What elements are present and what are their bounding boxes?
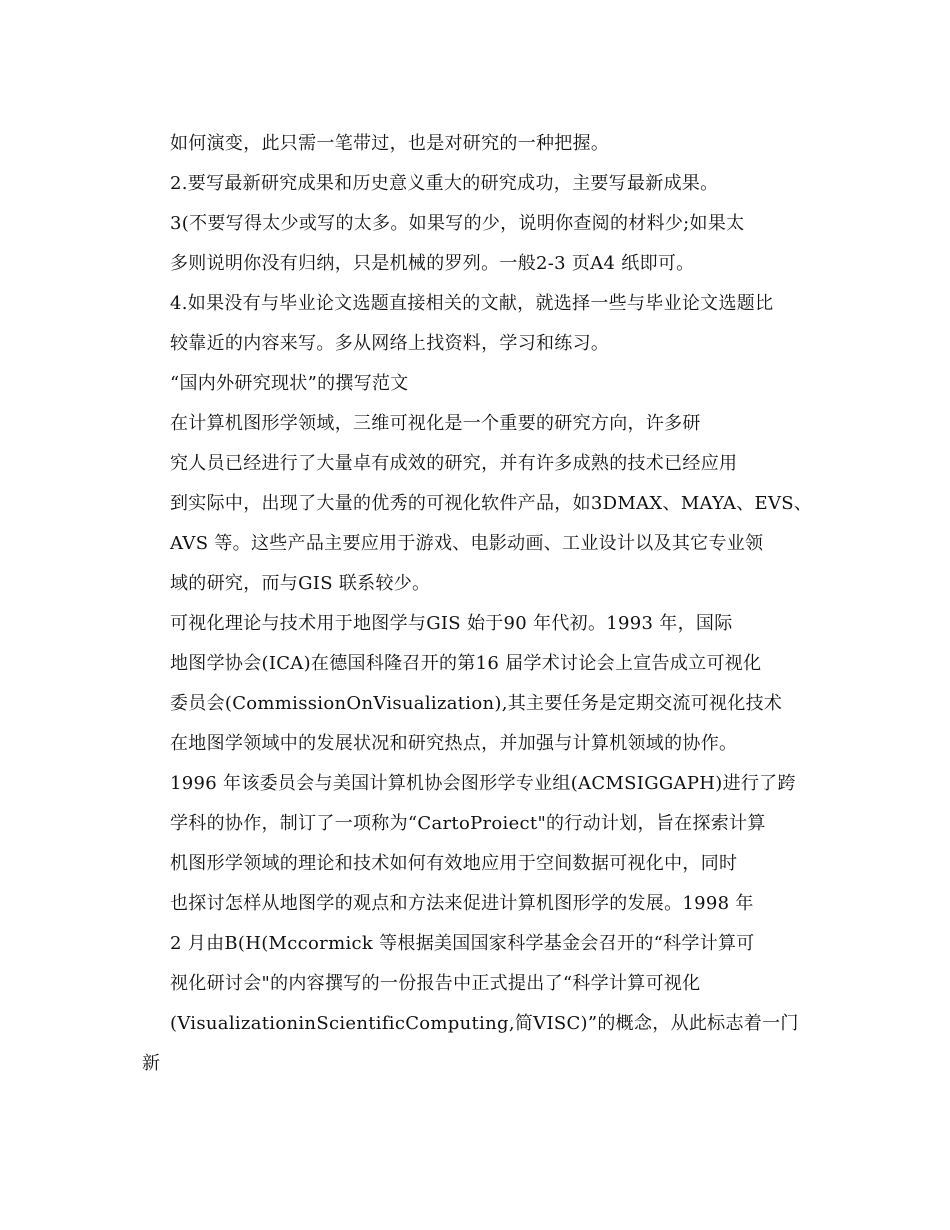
text-line: 如何演变，此只需一笔带过，也是对研究的一种把握。 <box>170 133 610 154</box>
text-line: (VisualizationinScientificComputing,简VISC)”的概念，从此标志着一门 <box>170 1013 799 1034</box>
text-line: 可视化理论与技术用于地图学与GIS 始于90 年代初。1993 年，国际 <box>170 613 733 634</box>
text-line: 究人员已经进行了大量卓有成效的研究，并有许多成熟的技术已经应用 <box>170 453 738 474</box>
text-line: 视化研讨会"的内容撰写的一份报告中正式提出了“科学计算可视化 <box>170 973 701 994</box>
text-line: 也探讨怎样从地图学的观点和方法来促进计算机图形学的发展。1998 年 <box>170 893 754 914</box>
text-line: 多则说明你没有归纳，只是机械的罗列。一般2-3 页A4 纸即可。 <box>170 253 695 274</box>
text-line: 在地图学领域中的发展状况和研究热点，并加强与计算机领域的协作。 <box>170 733 738 754</box>
section-heading: “国内外研究现状”的撰写范文 <box>170 373 409 394</box>
text-line: 3(不要写得太少或写的太多。如果写的少，说明你查阅的材料少;如果太 <box>170 213 745 234</box>
text-line: AVS 等。这些产品主要应用于游戏、电影动画、工业设计以及其它专业领 <box>170 533 764 554</box>
text-line: 在计算机图形学领域，三维可视化是一个重要的研究方向，许多研 <box>170 413 701 434</box>
text-line: 委员会(CommissionOnVisualization),其主要任务是定期交流可视化技术 <box>170 693 783 714</box>
text-line: 4.如果没有与毕业论文选题直接相关的文献，就选择一些与毕业论文选题比 <box>170 293 774 314</box>
text-line: 1996 年该委员会与美国计算机协会图形学专业组(ACMSIGGAPH)进行了跨 <box>170 773 796 794</box>
text-line: 新 <box>142 1053 161 1074</box>
text-line: 机图形学领域的理论和技术如何有效地应用于空间数据可视化中，同时 <box>170 853 738 874</box>
text-line: 2 月由B(H(Mccormick 等根据美国国家科学基金会召开的“科学计算可 <box>170 933 755 954</box>
text-line: 地图学协会(ICA)在德国科隆召开的第16 届学术讨论会上宣告成立可视化 <box>170 653 762 674</box>
text-line: 2.要写最新研究成果和历史意义重大的研究成功，主要写最新成果。 <box>170 173 719 194</box>
text-line: 域的研究，而与GIS 联系较少。 <box>170 573 431 594</box>
text-line: 学科的协作，制订了一项称为“CartoProiect"的行动计划，旨在探索计算 <box>170 813 766 834</box>
text-line: 到实际中，出现了大量的优秀的可视化软件产品，如3DMAX、MAYA、EVS、 <box>170 493 813 514</box>
text-line: 较靠近的内容来写。多从网络上找资料，学习和练习。 <box>170 333 610 354</box>
